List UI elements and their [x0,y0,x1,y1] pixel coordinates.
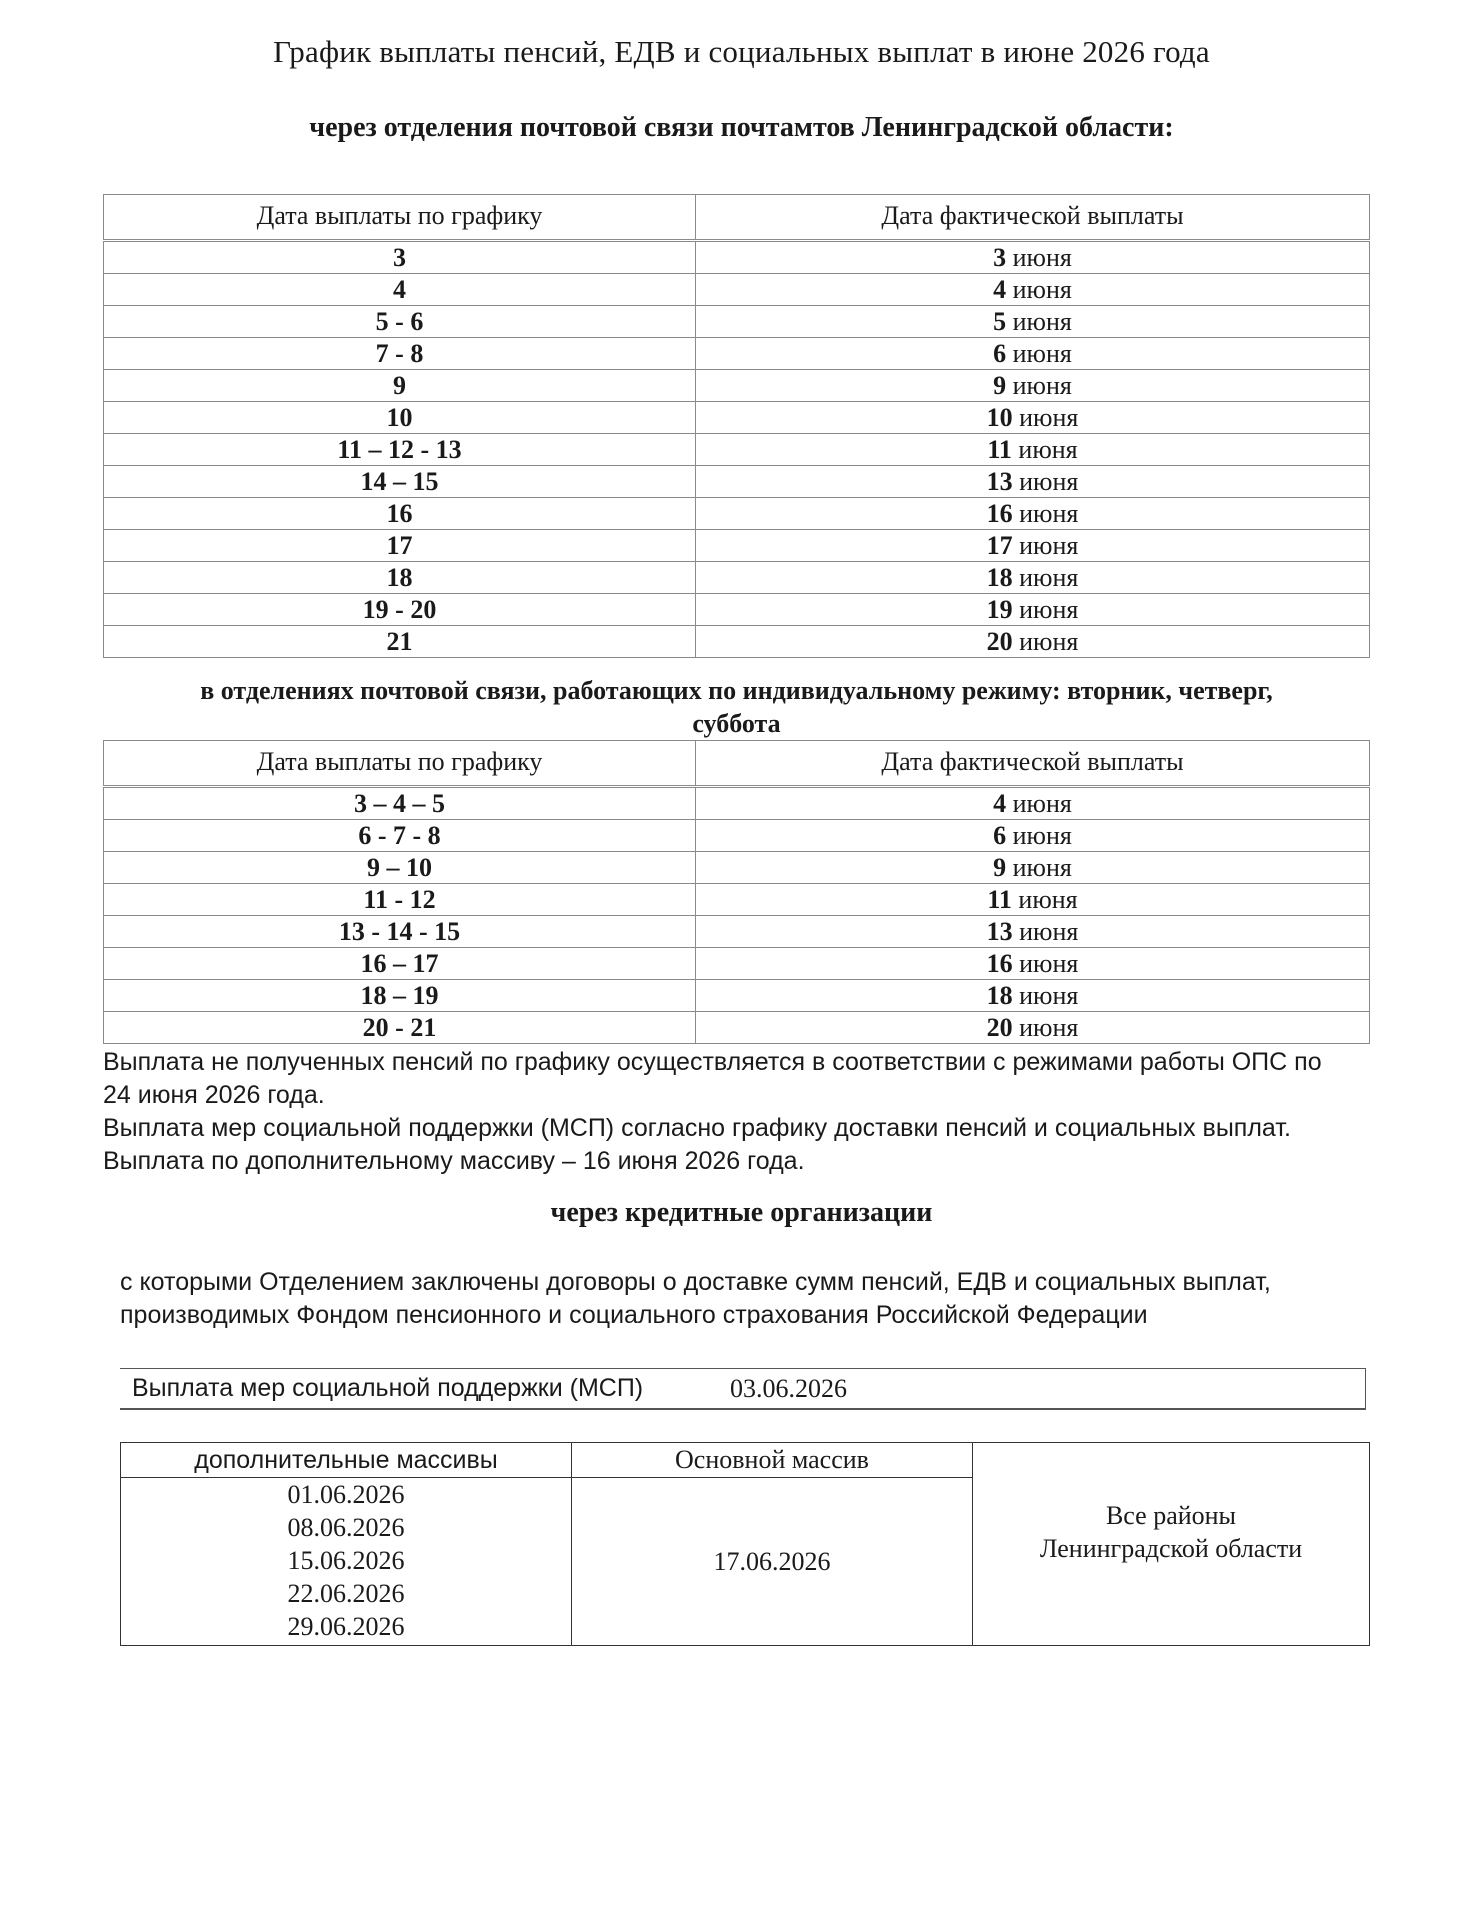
actual-day: 6 [993,820,1007,850]
actual-day: 6 [993,338,1007,368]
region-cell [973,1443,1370,1646]
actual-date-cell [696,434,1370,466]
footnote-line: Выплата не полученных пенсий по графику осуществляется в соответствии с режимами работы ОПС по [103,1048,1322,1076]
actual-day: 18 [986,980,1013,1010]
actual-date-cell [696,852,1370,884]
actual-date-cell [696,884,1370,916]
scheduled-date-cell: 5 - 6 [104,306,696,338]
scheduled-date-cell: 3 – 4 – 5 [104,787,696,820]
table-header-row [104,741,1370,787]
schedule-table-individual-mode [103,740,1370,1044]
actual-date-cell [696,241,1370,274]
actual-day: 11 [987,884,1012,914]
scheduled-date-cell: 4 [104,274,696,306]
actual-month: июня [1012,852,1072,882]
additional-date: 08.06.2026 [287,1513,405,1542]
table-row [104,498,1370,530]
header-actual-date: Дата фактической выплаты [696,741,1370,787]
actual-month: июня [1018,884,1078,914]
msp-label: Выплата мер социальной поддержки (МСП) [132,1374,644,1402]
arrays-header-row [121,1443,1370,1478]
actual-day: 20 [986,1012,1013,1042]
table-row [104,948,1370,980]
additional-date: 22.06.2026 [287,1579,405,1608]
table-row [104,787,1370,820]
scheduled-date-cell: 3 [104,241,696,274]
additional-date: 15.06.2026 [287,1546,405,1575]
actual-date-cell [696,370,1370,402]
table-row [104,852,1370,884]
actual-month: июня [1019,402,1079,432]
table-row [104,1012,1370,1044]
main-date-cell: 17.06.2026 [572,1478,973,1646]
actual-day: 16 [986,498,1013,528]
actual-month: июня [1012,788,1072,818]
scheduled-date-cell: 21 [104,626,696,658]
table-row [104,402,1370,434]
scheduled-date-cell: 18 – 19 [104,980,696,1012]
payment-arrays-table [120,1442,1370,1646]
scheduled-date-cell: 6 - 7 - 8 [104,820,696,852]
actual-day: 4 [993,274,1007,304]
table-header-row [104,195,1370,241]
scheduled-date-cell: 14 – 15 [104,466,696,498]
actual-month: июня [1019,916,1079,946]
actual-day: 13 [986,466,1013,496]
actual-month: июня [1019,594,1079,624]
actual-day: 10 [986,402,1013,432]
actual-month: июня [1012,274,1072,304]
scheduled-date-cell: 16 – 17 [104,948,696,980]
table-row [104,338,1370,370]
actual-date-cell [696,498,1370,530]
actual-date-cell [696,530,1370,562]
actual-day: 4 [993,788,1007,818]
actual-day: 5 [993,306,1007,336]
actual-month: июня [1019,530,1079,560]
scheduled-date-cell: 10 [104,402,696,434]
table-row [104,884,1370,916]
header-actual-date: Дата фактической выплаты [696,195,1370,241]
actual-month: июня [1012,306,1072,336]
actual-day: 19 [986,594,1013,624]
header-additional-arrays: дополнительные массивы [121,1443,572,1478]
actual-month: июня [1019,562,1079,592]
actual-date-cell [696,948,1370,980]
actual-month: июня [1019,498,1079,528]
actual-month: июня [1019,626,1079,656]
additional-date: 29.06.2026 [287,1612,405,1641]
credit-organizations-heading: через кредитные организации [550,1197,933,1228]
actual-day: 18 [986,562,1013,592]
region-line2: Ленинградской области [1039,1534,1303,1563]
region-line1: Все районы [1105,1501,1237,1530]
individual-mode-note [103,674,1370,740]
actual-month: июня [1012,338,1072,368]
actual-day: 9 [993,370,1007,400]
actual-date-cell [696,820,1370,852]
footnote-line: Выплата мер социальной поддержки (МСП) согласно графику доставки пенсий и социальных выплат. [103,1114,1291,1142]
table-row [104,820,1370,852]
table-row [104,306,1370,338]
actual-month: июня [1019,948,1079,978]
table-row [104,370,1370,402]
actual-date-cell [696,980,1370,1012]
credit-desc-line: производимых Фондом пенсионного и социального страхования Российской Федерации [120,1301,1148,1329]
actual-month: июня [1012,820,1072,850]
actual-date-cell [696,274,1370,306]
actual-month: июня [1019,1012,1079,1042]
credit-desc-line: с которыми Отделением заключены договоры о доставке сумм пенсий, ЕДВ и социальных выплат, [120,1268,1271,1296]
table-row [104,241,1370,274]
scheduled-date-cell: 9 [104,370,696,402]
actual-date-cell [696,626,1370,658]
document-subtitle: через отделения почтовой связи почтамтов Ленинградской области: [309,112,1174,143]
msp-payment-box [120,1368,1366,1410]
actual-date-cell [696,916,1370,948]
actual-day: 13 [986,916,1013,946]
actual-month: июня [1018,434,1078,464]
actual-day: 17 [986,530,1013,560]
header-main-array: Основной массив [572,1443,973,1478]
individual-mode-note-line1: в отделениях почтовой связи, работающих по индивидуальному режиму: вторник, четверг, [200,676,1273,705]
actual-date-cell [696,338,1370,370]
actual-day: 20 [986,626,1013,656]
actual-month: июня [1019,980,1079,1010]
table-row [104,274,1370,306]
scheduled-date-cell: 7 - 8 [104,338,696,370]
actual-date-cell [696,1012,1370,1044]
actual-date-cell [696,402,1370,434]
scheduled-date-cell: 11 – 12 - 13 [104,434,696,466]
actual-day: 16 [986,948,1013,978]
table-row [104,594,1370,626]
msp-date: 03.06.2026 [730,1374,847,1403]
actual-date-cell [696,306,1370,338]
scheduled-date-cell: 13 - 14 - 15 [104,916,696,948]
table-row [104,530,1370,562]
scheduled-date-cell: 11 - 12 [104,884,696,916]
scheduled-date-cell: 17 [104,530,696,562]
additional-dates-cell [121,1478,572,1646]
header-scheduled-date: Дата выплаты по графику [104,195,696,241]
credit-organizations-description [120,1266,1385,1332]
actual-month: июня [1019,466,1079,496]
actual-date-cell [696,562,1370,594]
actual-day: 3 [993,242,1007,272]
scheduled-date-cell: 9 – 10 [104,852,696,884]
actual-date-cell [696,787,1370,820]
actual-date-cell [696,466,1370,498]
additional-date: 01.06.2026 [287,1480,405,1509]
document-title: График выплаты пенсий, ЕДВ и социальных выплат в июне 2026 года [273,34,1210,69]
scheduled-date-cell: 16 [104,498,696,530]
actual-day: 11 [987,434,1012,464]
table-row [104,434,1370,466]
footnote-line: 24 июня 2026 года. [103,1081,325,1109]
header-scheduled-date: Дата выплаты по графику [104,741,696,787]
footnote-line: Выплата по дополнительному массиву – 16 июня 2026 года. [103,1147,805,1175]
scheduled-date-cell: 20 - 21 [104,1012,696,1044]
table-row [104,916,1370,948]
actual-date-cell [696,594,1370,626]
scheduled-date-cell: 18 [104,562,696,594]
scheduled-date-cell: 19 - 20 [104,594,696,626]
actual-month: июня [1012,370,1072,400]
footnotes [103,1046,1443,1178]
actual-day: 9 [993,852,1007,882]
table-row [104,980,1370,1012]
table-row [104,626,1370,658]
actual-month: июня [1012,242,1072,272]
table-row [104,562,1370,594]
individual-mode-note-line2: суббота [692,709,781,738]
schedule-table-post-offices [103,194,1370,658]
table-row [104,466,1370,498]
